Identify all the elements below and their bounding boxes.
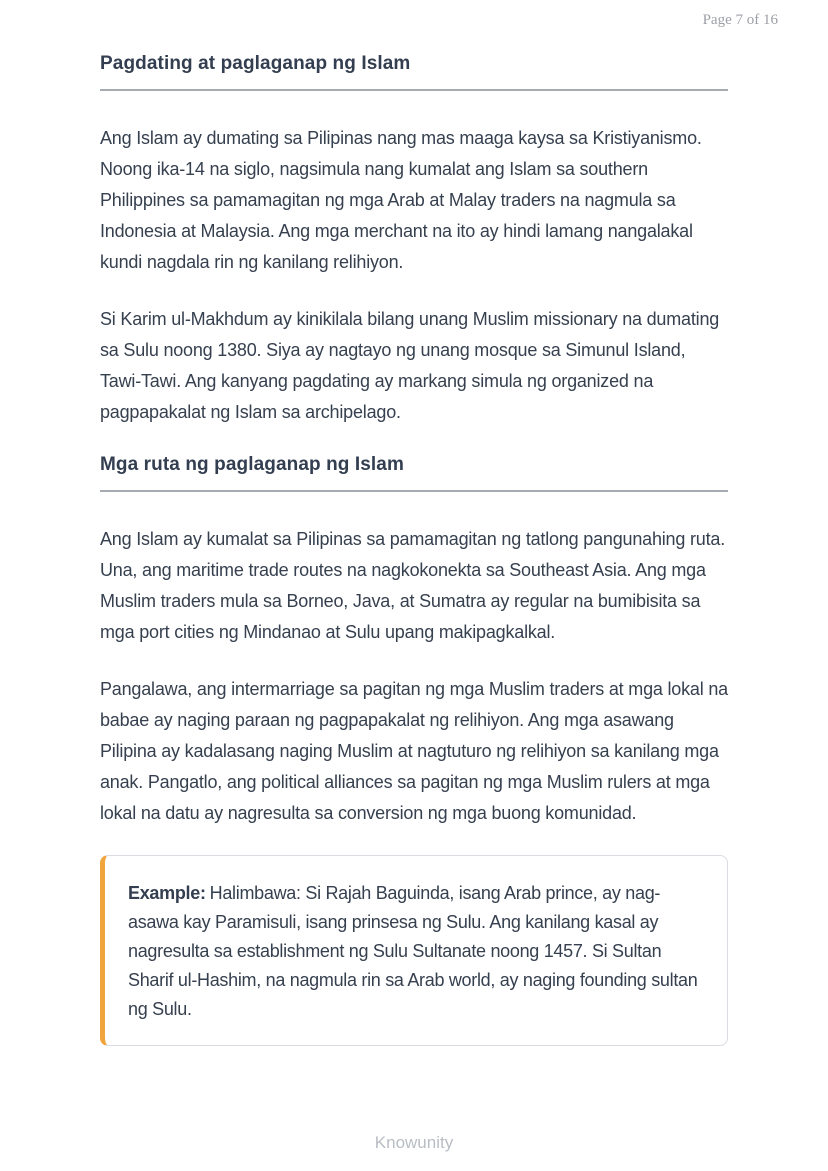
footer	[0, 1133, 828, 1153]
example-body-text: Halimbawa: Si Rajah Baguinda, isang Arab prince, ay nag-asawa kay Paramisuli, isang prinsesa ng Sulu. Ang kanilang kasal ay nagresulta sa establishment ng Sulu Sultanate noong 1457. Si Sultan Sharif ul-Hashim, na nagmula rin sa Arab world, ay naging founding sultan ng Sulu.	[128, 883, 698, 1019]
section-heading: Pagdating at paglaganap ng Islam	[100, 53, 411, 74]
page-indicator: Page 7 of 16	[702, 12, 778, 28]
heading-divider	[100, 89, 728, 91]
paragraph: Ang Islam ay dumating sa Pilipinas nang mas maaga kaysa sa Kristiyanismo. Noong ika-14 na siglo, nagsimula nang kumalat ang Islam sa southern Philippines sa pamamagitan ng mga Arab at Malay traders na nagmula sa Indonesia at Malaysia. Ang mga merchant na ito ay hindi lamang nangalakal kundi nagdala rin ng kanilang relihiyon.	[100, 128, 702, 272]
section-pagdating-at-paglaganap	[100, 53, 728, 428]
example-label: Example:	[128, 883, 206, 903]
paragraph: Si Karim ul-Makhdum ay kinikilala bilang unang Muslim missionary na dumating sa Sulu noong 1380. Siya ay nagtayo ng unang mosque sa Simunul Island, Tawi-Tawi. Ang kanyang pagdating ay markang simula ng organized na pagpapakalat ng Islam sa archipelago.	[100, 309, 720, 422]
paragraph: Ang Islam ay kumalat sa Pilipinas sa pamamagitan ng tatlong pangunahing ruta. Una, ang maritime trade routes na nagkokonekta sa Southeast Asia. Ang mga Muslim traders mula sa Borneo, Java, at Sumatra ay regular na bumibisita sa mga port cities ng Mindanao at Sulu upang makipagkalkal.	[100, 529, 725, 642]
heading-divider	[100, 490, 728, 492]
paragraph: Pangalawa, ang intermarriage sa pagitan ng mga Muslim traders at mga lokal na babae ay naging paraan ng pagpapakalat ng relihiyon. Ang mga asawang Pilipina ay kadalasang naging Muslim at nagtuturo ng relihiyon sa kanilang mga anak. Pangatlo, ang political alliances sa pagitan ng mga Muslim rulers at mga lokal na datu ay nagresulta sa conversion ng mga buong komunidad.	[100, 679, 728, 823]
example-callout	[100, 855, 728, 1046]
example-paragraph	[128, 879, 707, 1024]
section-mga-ruta	[100, 454, 728, 829]
section-heading: Mga ruta ng paglaganap ng Islam	[100, 454, 404, 475]
footer-brand: Knowunity	[374, 1133, 454, 1152]
